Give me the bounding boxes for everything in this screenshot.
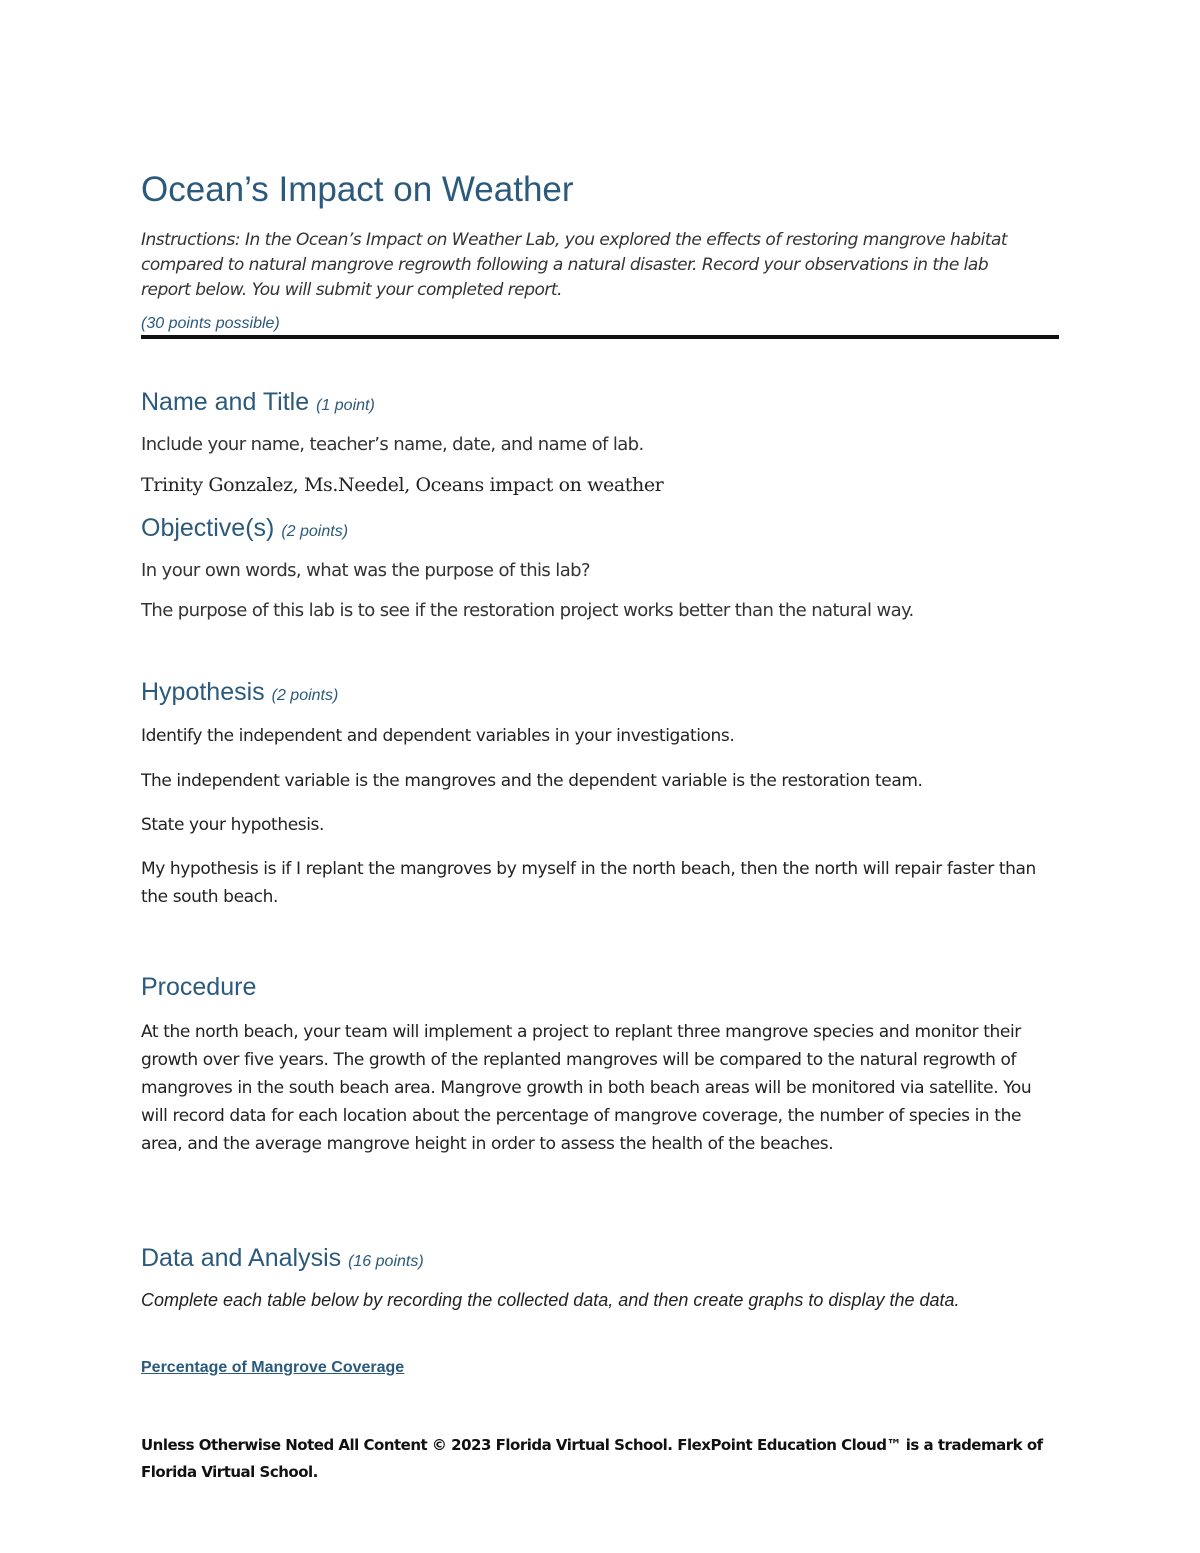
instructions: Instructions: In the Ocean’s Impact on Weather Lab, you explored the effects of restoring mangrove habitat compared to natural mangrove regrowth following a natural disaster. Record your observations in the lab report below. You will submit your completed report.: [141, 230, 1008, 300]
name-answer: Trinity Gonzalez, Ms.Needel, Oceans impact on weather: [141, 474, 664, 496]
divider: [141, 335, 1059, 339]
objective-answer: The purpose of this lab is to see if the restoration project works better than the natural way.: [141, 600, 914, 621]
procedure-heading: [141, 973, 256, 1002]
objective-heading-points: (2 points): [281, 523, 349, 540]
copyright-footer: Unless Otherwise Noted All Content © 2023 Florida Virtual School. FlexPoint Education Cloud™ is a trademark of Florida Virtual School.: [141, 1436, 1043, 1481]
coverage-table-title: Percentage of Mangrove Coverage: [141, 1359, 405, 1376]
objective-heading: [141, 514, 348, 543]
data-analysis-heading: [141, 1244, 424, 1273]
points-possible: (30 points possible): [141, 315, 280, 332]
data-instruction: Complete each table below by recording the collected data, and then create graphs to display the data.: [141, 1290, 960, 1310]
objective-prompt: In your own words, what was the purpose of this lab?: [141, 560, 590, 581]
hypothesis-heading: [141, 678, 338, 707]
name-heading-text: Name and Title: [141, 388, 310, 416]
hypothesis-heading-points: (2 points): [271, 687, 339, 704]
procedure-heading-text: Procedure: [141, 973, 257, 1001]
hypothesis-answer-variables: The independent variable is the mangroves and the dependent variable is the restoration team.: [141, 771, 923, 791]
name-prompt: Include your name, teacher’s name, date, and name of lab.: [141, 434, 644, 455]
procedure-text: At the north beach, your team will implement a project to replant three mangrove species and monitor their growth over five years. The growth of the replanted mangroves will be compared to the natural regrowth of mangroves in the south beach area. Mangrove growth in both beach areas will be monitored via satellite. You will record data for each location about the percentage of mangrove coverage, the number of species in the area, and the average mangrove height in order to assess the health of the beaches.: [141, 1022, 1032, 1154]
data-heading-text: Data and Analysis: [141, 1244, 342, 1272]
name-and-title-heading: [141, 388, 375, 417]
hypothesis-prompt-variables: Identify the independent and dependent variables in your investigations.: [141, 726, 735, 746]
data-heading-points: (16 points): [348, 1253, 424, 1270]
hypothesis-heading-text: Hypothesis: [141, 678, 265, 706]
objective-heading-text: Objective(s): [141, 514, 275, 542]
hypothesis-prompt-state: State your hypothesis.: [141, 815, 324, 835]
hypothesis-answer: My hypothesis is if I replant the mangroves by myself in the north beach, then the north will repair faster than the south beach.: [141, 859, 1036, 907]
name-heading-points: (1 point): [316, 397, 375, 414]
page-title: Ocean’s Impact on Weather: [141, 170, 574, 209]
